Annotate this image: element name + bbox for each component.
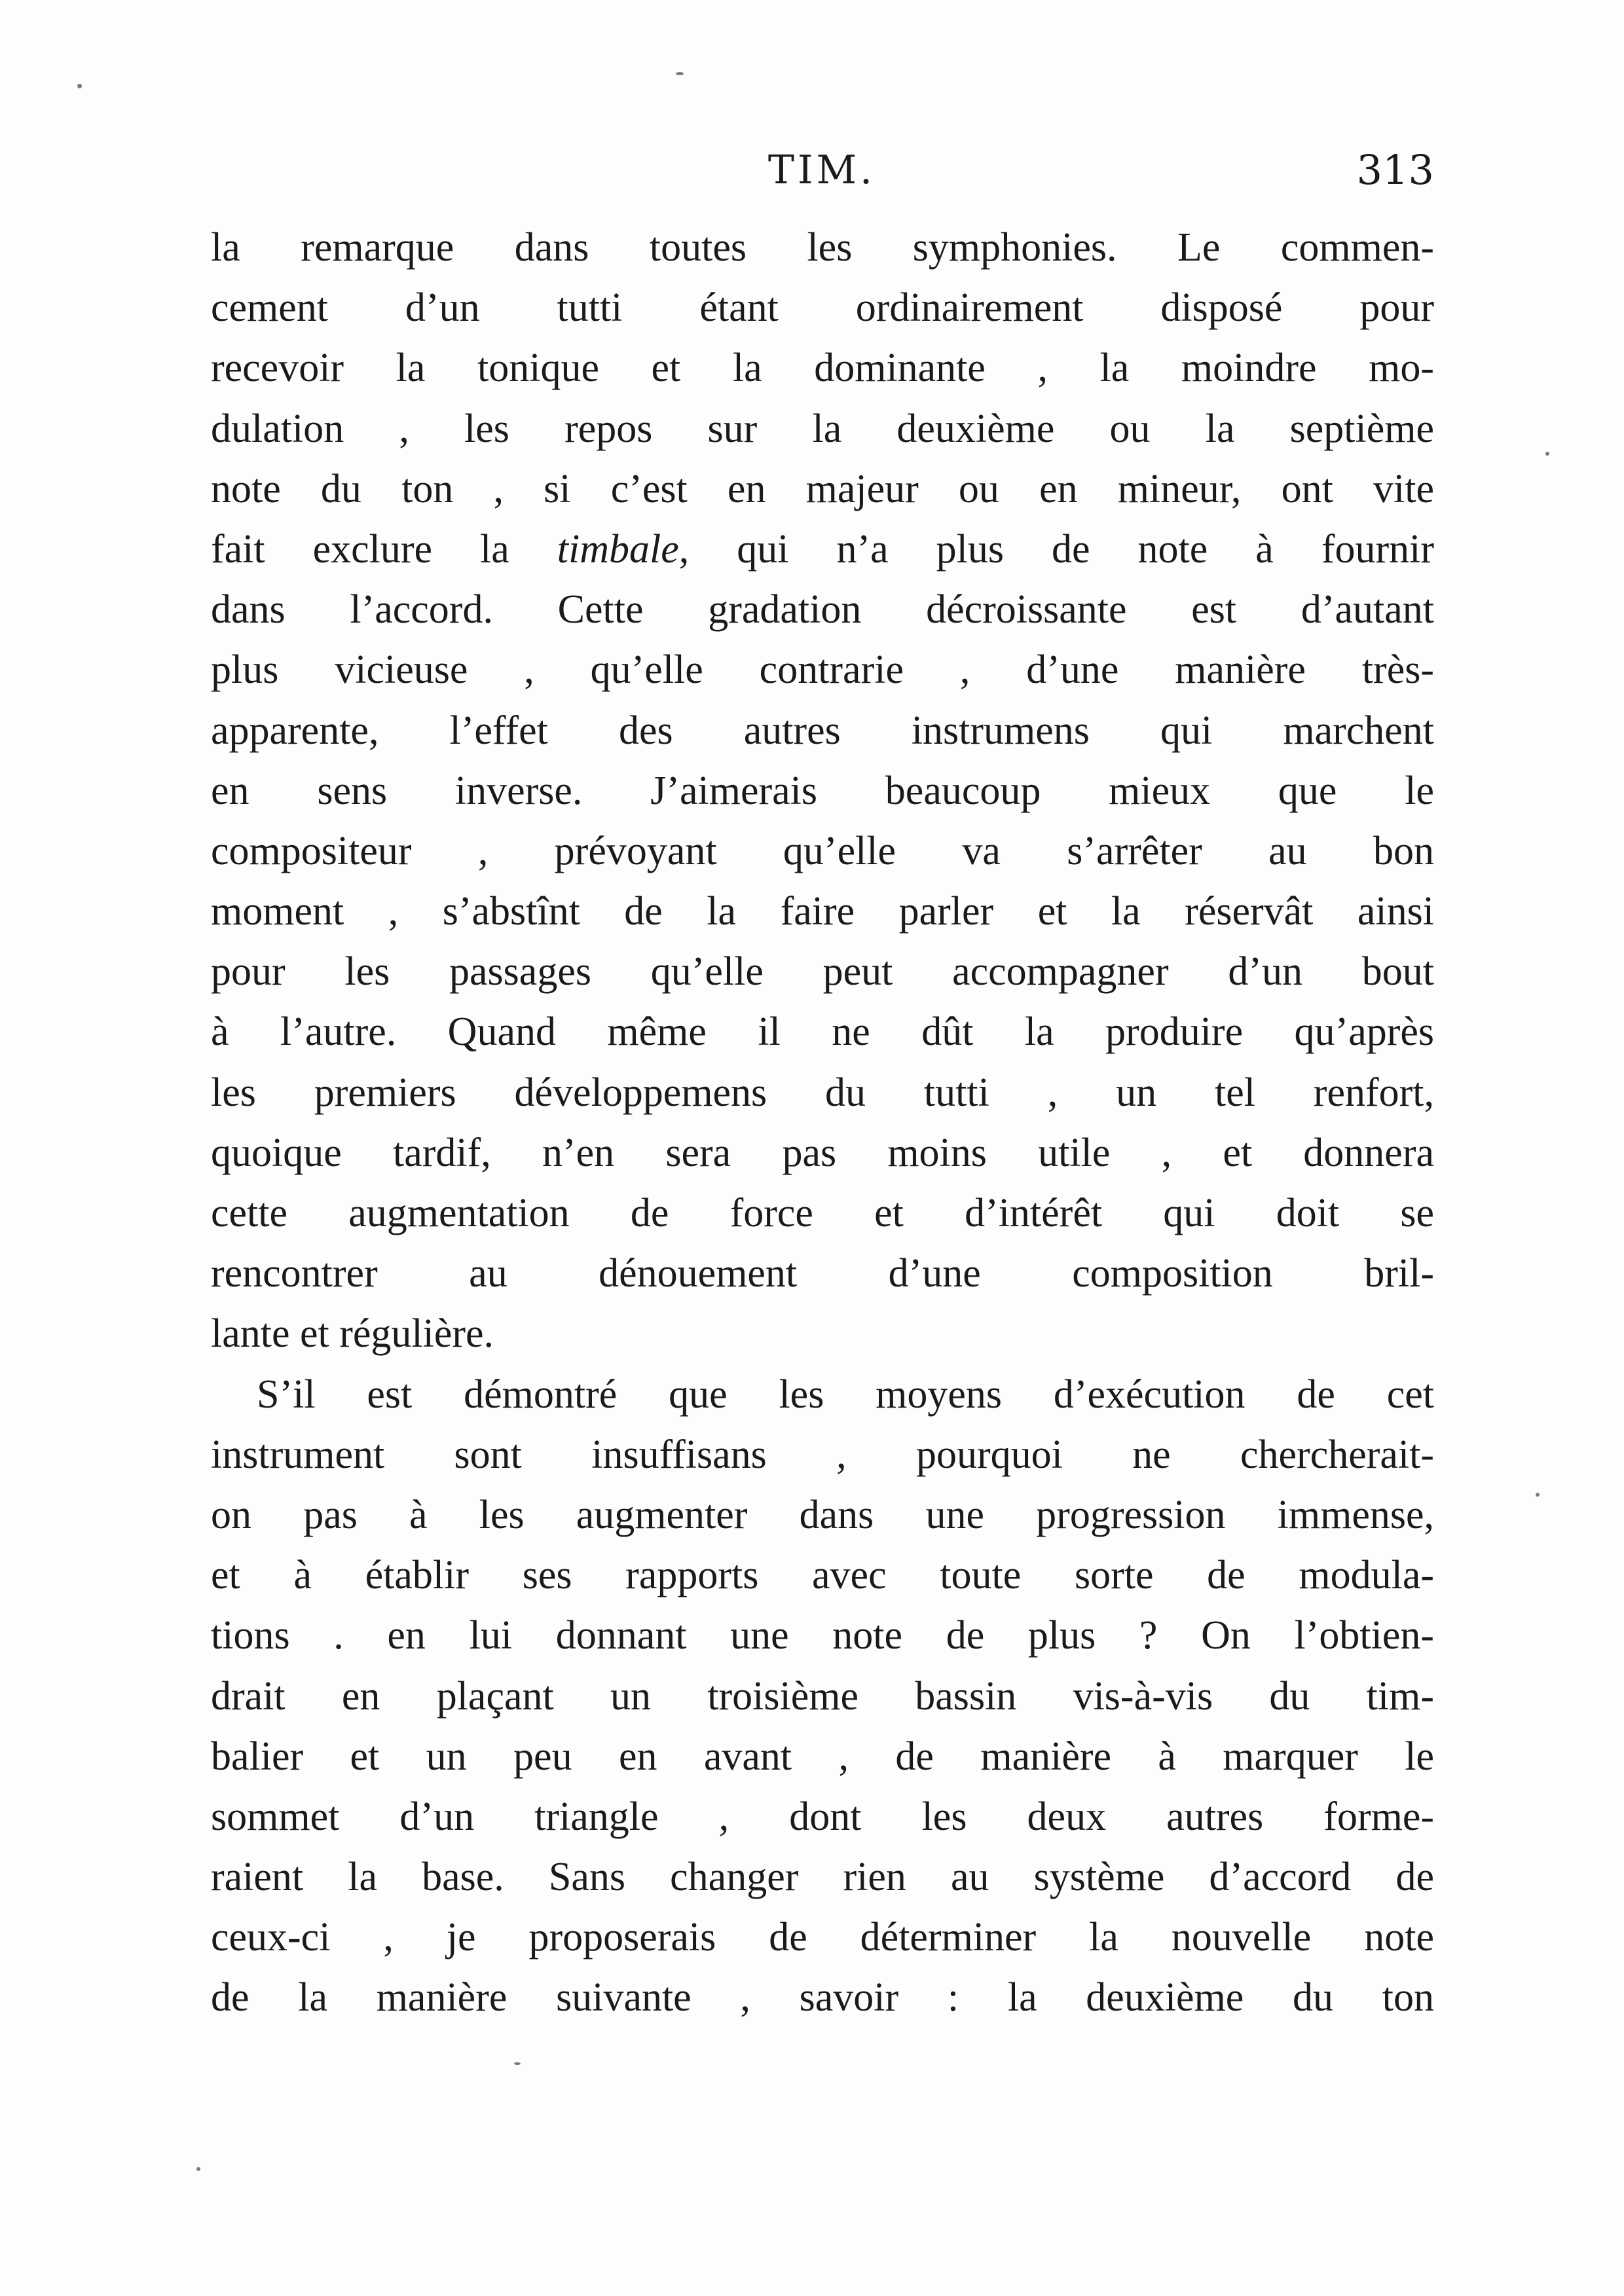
text-line: les premiers développemens du tutti , un tel renfort, [211, 1070, 1434, 1115]
text-line: balier et un peu en avant , de manière à marquer le [211, 1734, 1434, 1779]
text-line: dulation , les repos sur la deuxième ou la septième [211, 406, 1434, 451]
text-line: recevoir la tonique et la dominante , la moindre mo- [211, 346, 1434, 391]
text-line: à l’autre. Quand même il ne dût la produire qu’après [211, 1010, 1434, 1055]
paper-speck [514, 2062, 521, 2065]
text-line: lante et régulière. [211, 1311, 494, 1357]
paragraph [211, 217, 1434, 1364]
text-line: instrument sont insuffisans , pourquoi ne chercherait- [211, 1432, 1434, 1477]
text-line: pour les passages qu’elle peut accompagner d’un bout [211, 949, 1434, 994]
text-line: raient la base. Sans changer rien au système d’accord de [211, 1855, 1434, 1900]
text-line: tions . en lui donnant une note de plus ? On l’obtien- [211, 1613, 1434, 1658]
text-line: dans l’accord. Cette gradation décroissante est d’autant [211, 587, 1434, 632]
text-line: note du ton , si c’est en majeur ou en mineur, ont vite [211, 466, 1434, 511]
text-segment: fait exclure la [211, 526, 557, 572]
italic-term: timbale [557, 526, 679, 572]
running-head-title: TIM. [767, 147, 876, 193]
paper-speck [196, 2167, 200, 2171]
running-head [210, 137, 1434, 203]
text-line: rencontrer au dénouement d’une composition bril- [211, 1251, 1434, 1296]
page-number: 313 [1356, 146, 1434, 194]
text-line: quoique tardif, n’en sera pas moins utile , et donnera [211, 1130, 1434, 1175]
paper-speck [676, 72, 684, 75]
text-line: S’il est démontré que les moyens d’exécution de cet [257, 1372, 1434, 1417]
paper-speck [1536, 1493, 1540, 1497]
text-line: la remarque dans toutes les symphonies. Le commen- [211, 225, 1434, 270]
text-line: apparente, l’effet des autres instrumens qui marchent [211, 708, 1434, 753]
paragraph [211, 1364, 1434, 2028]
text-line: sommet d’un triangle , dont les deux autres forme- [211, 1794, 1434, 1839]
paper-speck [77, 84, 82, 88]
text-line: moment , s’abstînt de la faire parler et la réservât ainsi [211, 889, 1434, 934]
text-line: cement d’un tutti étant ordinairement disposé pour [211, 285, 1434, 331]
text-line: en sens inverse. J’aimerais beaucoup mieux que le [211, 768, 1434, 813]
text-line: de la manière suivante , savoir : la deuxième du ton [211, 1975, 1434, 2020]
text-line: on pas à les augmenter dans une progression immense, [211, 1492, 1434, 1537]
text-line [211, 519, 1434, 579]
text-line: compositeur , prévoyant qu’elle va s’arrêter au bon [211, 828, 1434, 873]
text-line: ceux-ci , je proposerais de déterminer la nouvelle note [211, 1915, 1434, 1960]
text-line: plus vicieuse , qu’elle contrarie , d’une manière très- [211, 647, 1434, 693]
text-segment: , qui n’a plus de note à fournir [678, 526, 1434, 572]
body-text [211, 217, 1434, 2028]
text-line: cette augmentation de force et d’intérêt qui doit se [211, 1191, 1434, 1235]
text-line: et à établir ses rapports avec toute sorte de modula- [211, 1553, 1434, 1598]
text-line: drait en plaçant un troisième bassin vis-à-vis du tim- [211, 1673, 1434, 1719]
paper-speck [1545, 452, 1549, 456]
